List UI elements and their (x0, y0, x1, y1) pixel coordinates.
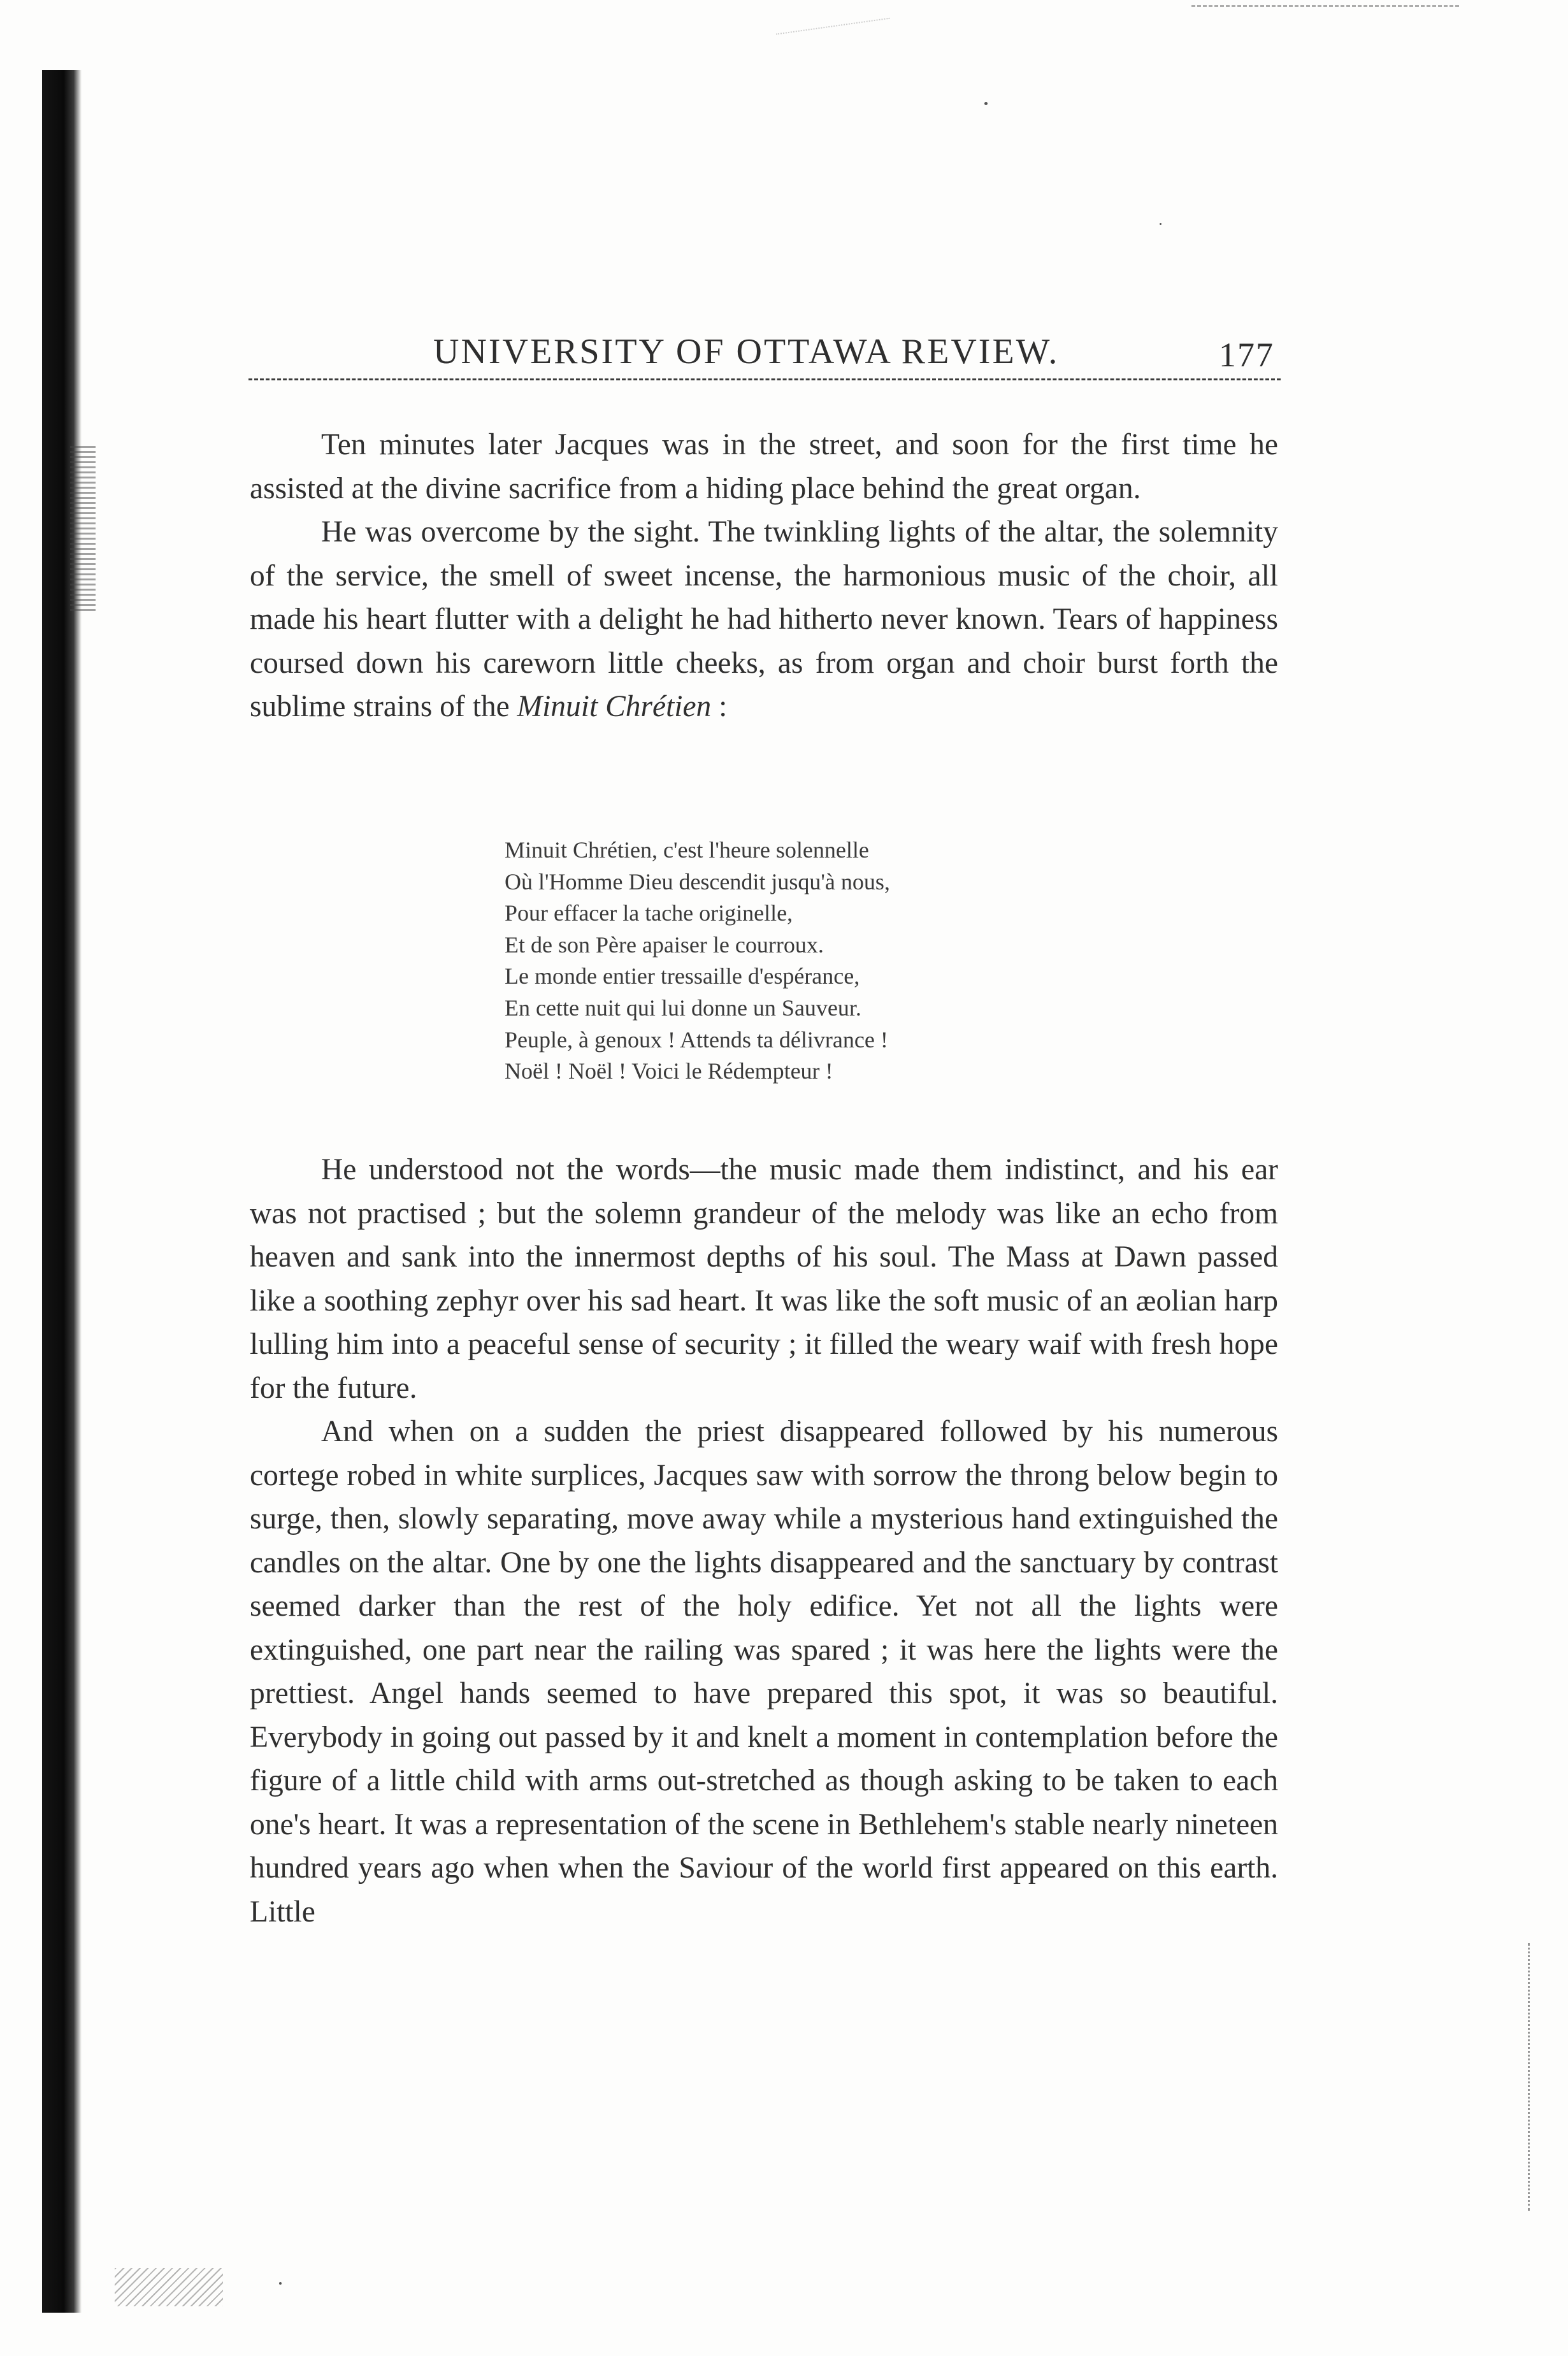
page-number: 177 (1219, 336, 1274, 374)
dust-speck (1160, 223, 1162, 225)
paragraph-text: He understood not the words—the music made them indistinct, and his ear was not practised ; but the solemn grandeur of the melody was like an echo from heaven and sank into the innermost depths of his soul. The Mass at Dawn passed like a soothing zephyr over his sad heart. It was like the soft music of an æolian harp lulling him into a peaceful sense of security ; it filled the weary waif with fresh hope for the future. (250, 1153, 1278, 1405)
verse-block (505, 835, 1142, 1088)
body-text-top (250, 423, 1278, 729)
dust-speck (984, 102, 988, 105)
verse-line: Minuit Chrétien, c'est l'heure solennelle (505, 837, 869, 863)
song-title: Minuit Chrétien (517, 690, 712, 723)
paragraph (250, 510, 1278, 729)
top-speckle-artifact (776, 18, 893, 61)
verse-line: Où l'Homme Dieu descendit jusqu'à nous, (505, 868, 890, 894)
paragraph (250, 1148, 1278, 1410)
dust-speck (279, 2282, 282, 2285)
binding-gutter-shadow (42, 70, 82, 2313)
paragraph-text: He was overcome by the sight. The twinkling lights of the altar, the solemnity of the service, the smell of sweet incense, the harmonious music of the choir, all made his heart flutter with a delight he had hitherto never known. Tears of happiness coursed down his careworn little cheeks, as from organ and choir burst forth the sublime strains of the (250, 515, 1278, 723)
paragraph-tail: : (711, 690, 728, 723)
paragraph-text: And when on a sudden the priest disappeared followed by his numerous cortege robed in white surplices, Jacques saw with sorrow the throng below begin to surge, then, slowly separating, move away while a mysterious hand extinguished the candles on the altar. One by one the lights disappeared and the sanctuary by contrast seemed darker than the rest of the holy edifice. Yet not all the lights were extinguished, one part near the railing was spared ; it was here the lights were the prettiest. Angel hands seemed to have prepared this spot, it was so beautiful. Everybody in going out passed by it and knelt a moment in contemplation before the figure of a little child with arms out-stretched as though asking to be taken to each one's heart. It was a representation of the scene in Bethlehem's stable nearly nineteen hundred years ago when when the Saviour of the world first appeared on this earth. Little (250, 1415, 1278, 1929)
verse-line: Le monde entier tressaille d'espérance, (505, 963, 860, 989)
verse-line: Peuple, à genoux ! Attends ta délivrance ! (505, 1026, 888, 1052)
header-rule (248, 378, 1281, 380)
gutter-foot-scan-artifact (115, 2268, 223, 2306)
verse-line: En cette nuit qui lui donne un Sauveur. (505, 995, 861, 1021)
paragraph (250, 423, 1278, 510)
right-edge-scan-artifact (1528, 1943, 1535, 2211)
body-text-bottom (250, 1148, 1278, 1934)
verse-line: Et de son Père apaiser le courroux. (505, 931, 824, 958)
verse-line: Pour effacer la tache originelle, (505, 900, 793, 926)
paragraph-text: Ten minutes later Jacques was in the street, and soon for the first time he assisted at the divine sacrifice from a hiding place behind the great organ. (250, 428, 1278, 505)
running-title: UNIVERSITY OF OTTAWA REVIEW. (433, 332, 1060, 371)
gutter-scan-artifact (70, 446, 96, 612)
top-edge-scan-artifact (1191, 5, 1459, 16)
paragraph (250, 1410, 1278, 1934)
verse-line: Noël ! Noël ! Voici le Rédempteur ! (505, 1058, 833, 1084)
running-header (248, 319, 1281, 382)
